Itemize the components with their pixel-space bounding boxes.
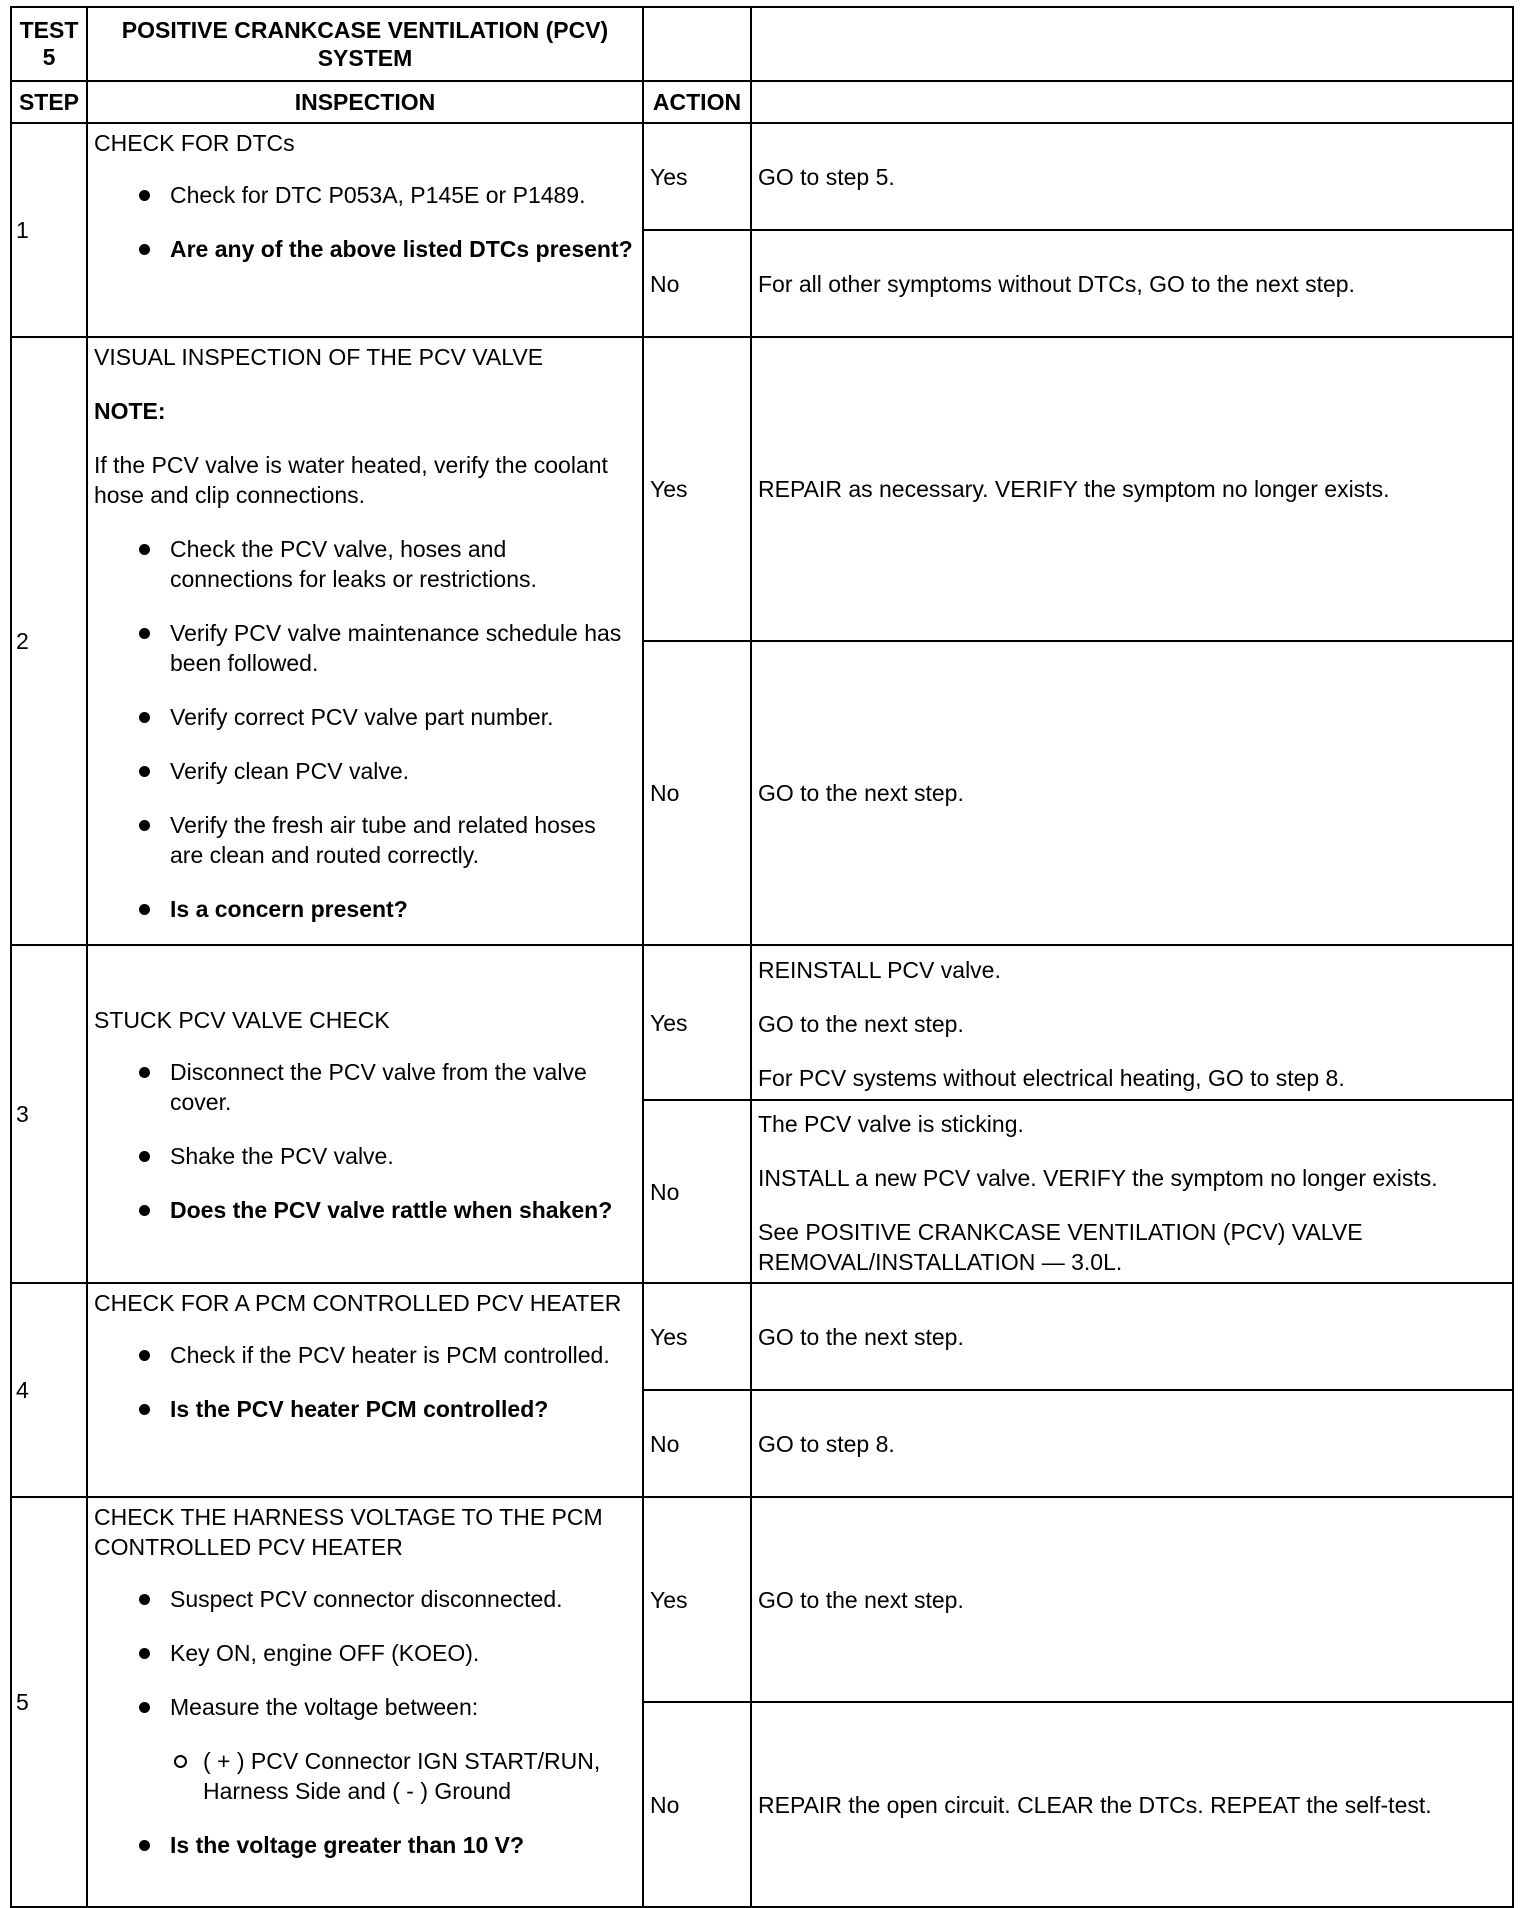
step-5-inspection <box>87 1497 643 1907</box>
step-2-bullets <box>94 534 634 924</box>
step-3-title: STUCK PCV VALVE CHECK <box>94 1007 390 1033</box>
pcv-test-table <box>10 6 1514 1908</box>
step-1-question: Are any of the above listed DTCs present? <box>94 234 634 264</box>
step-5-title: CHECK THE HARNESS VOLTAGE TO THE PCM CONTROLLED PCV HEATER <box>94 1504 603 1560</box>
step-2-note-text: If the PCV valve is water heated, verify the coolant hose and clip connections. <box>94 452 608 508</box>
step-4-yes-label: Yes <box>643 1283 751 1390</box>
step-1-bullets <box>94 180 634 264</box>
step-1-title: CHECK FOR DTCs <box>94 130 295 156</box>
header-row-test <box>11 7 1513 81</box>
step-5-sub-bullets <box>170 1746 634 1806</box>
step-2-bullet: Verify the fresh air tube and related hoses are clean and routed correctly. <box>94 810 634 870</box>
step-1-no-text: For all other symptoms without DTCs, GO to the next step. <box>751 230 1513 337</box>
step-5-bullet <box>94 1692 634 1806</box>
step-4-inspection <box>87 1283 643 1497</box>
step-3-no-text <box>751 1100 1513 1283</box>
step-4-question: Is the PCV heater PCM controlled? <box>94 1394 634 1424</box>
step-1-yes-row <box>11 123 1513 230</box>
step-5-number: 5 <box>11 1497 87 1907</box>
step-4-bullet: Check if the PCV heater is PCM controlled. <box>94 1340 634 1370</box>
step-4-no-label: No <box>643 1390 751 1497</box>
step-4-yes-text: GO to the next step. <box>751 1283 1513 1390</box>
step-3-no-label: No <box>643 1100 751 1283</box>
step-1-no-label: No <box>643 230 751 337</box>
step-5-yes-row <box>11 1497 1513 1702</box>
step-3-yes-row <box>11 945 1513 1100</box>
step-4-title: CHECK FOR A PCM CONTROLLED PCV HEATER <box>94 1290 622 1316</box>
step-5-no-label: No <box>643 1702 751 1907</box>
step-3-yes-line: REINSTALL PCV valve. <box>758 956 1001 983</box>
col-inspection-header: INSPECTION <box>87 81 643 123</box>
step-2-bullet: Verify PCV valve maintenance schedule has been followed. <box>94 618 634 678</box>
step-2-no-text: GO to the next step. <box>751 641 1513 945</box>
step-1-yes-label: Yes <box>643 123 751 230</box>
step-5-bullet: Suspect PCV connector disconnected. <box>94 1584 634 1614</box>
step-2-question: Is a concern present? <box>94 894 634 924</box>
step-5-bullet: Key ON, engine OFF (KOEO). <box>94 1638 634 1668</box>
header-blank-result <box>751 7 1513 81</box>
step-2-bullet: Verify clean PCV valve. <box>94 756 634 786</box>
step-4-yes-row <box>11 1283 1513 1390</box>
step-3-yes-text <box>751 945 1513 1100</box>
step-5-bullet-text: Measure the voltage between: <box>170 1694 479 1720</box>
step-2-inspection <box>87 337 643 945</box>
step-3-no-line: The PCV valve is sticking. <box>758 1110 1024 1137</box>
step-2-bullet: Check the PCV valve, hoses and connections for leaks or restrictions. <box>94 534 634 594</box>
step-3-bullet: Disconnect the PCV valve from the valve cover. <box>94 1057 634 1117</box>
col-action-header: ACTION <box>643 81 751 123</box>
step-2-yes-row <box>11 337 1513 641</box>
step-3-bullet: Shake the PCV valve. <box>94 1141 634 1171</box>
col-result-header <box>751 81 1513 123</box>
step-2-no-label: No <box>643 641 751 945</box>
step-3-no-line: INSTALL a new PCV valve. VERIFY the symptom no longer exists. <box>758 1164 1438 1191</box>
step-5-sub-bullet: ( + ) PCV Connector IGN START/RUN, Harness Side and ( - ) Ground <box>170 1746 634 1806</box>
step-2-number: 2 <box>11 337 87 945</box>
header-blank-action <box>643 7 751 81</box>
step-2-title: VISUAL INSPECTION OF THE PCV VALVE <box>94 344 544 370</box>
step-5-question: Is the voltage greater than 10 V? <box>94 1830 634 1860</box>
step-3-yes-line: For PCV systems without electrical heating, GO to step 8. <box>758 1064 1345 1091</box>
step-3-number: 3 <box>11 945 87 1283</box>
step-2-yes-text: REPAIR as necessary. VERIFY the symptom no longer exists. <box>751 337 1513 641</box>
header-row-columns <box>11 81 1513 123</box>
step-4-bullets <box>94 1340 634 1424</box>
step-3-no-line: See POSITIVE CRANKCASE VENTILATION (PCV) VALVE REMOVAL/INSTALLATION — 3.0L. <box>758 1218 1363 1275</box>
step-3-question: Does the PCV valve rattle when shaken? <box>94 1195 634 1225</box>
step-2-yes-label: Yes <box>643 337 751 641</box>
step-3-yes-line: GO to the next step. <box>758 1010 964 1037</box>
step-1-yes-text: GO to step 5. <box>751 123 1513 230</box>
step-3-inspection <box>87 945 643 1283</box>
step-3-bullets <box>94 1057 634 1225</box>
test-title-cell <box>87 7 643 81</box>
step-1-number: 1 <box>11 123 87 337</box>
step-1-bullet: Check for DTC P053A, P145E or P1489. <box>94 180 634 210</box>
test-label: TEST 5 <box>19 17 79 70</box>
step-2-note-label: NOTE: <box>94 398 166 424</box>
step-2-bullet: Verify correct PCV valve part number. <box>94 702 634 732</box>
step-5-yes-label: Yes <box>643 1497 751 1702</box>
step-5-bullets <box>94 1584 634 1860</box>
col-step-header: STEP <box>11 81 87 123</box>
step-5-no-text: REPAIR the open circuit. CLEAR the DTCs. REPEAT the self-test. <box>751 1702 1513 1907</box>
step-5-yes-text: GO to the next step. <box>751 1497 1513 1702</box>
step-4-no-text: GO to step 8. <box>751 1390 1513 1497</box>
step-4-number: 4 <box>11 1283 87 1497</box>
step-1-inspection <box>87 123 643 337</box>
test-number-cell <box>11 7 87 81</box>
step-3-yes-label: Yes <box>643 945 751 1100</box>
test-title: POSITIVE CRANKCASE VENTILATION (PCV) SYSTEM <box>121 17 609 71</box>
